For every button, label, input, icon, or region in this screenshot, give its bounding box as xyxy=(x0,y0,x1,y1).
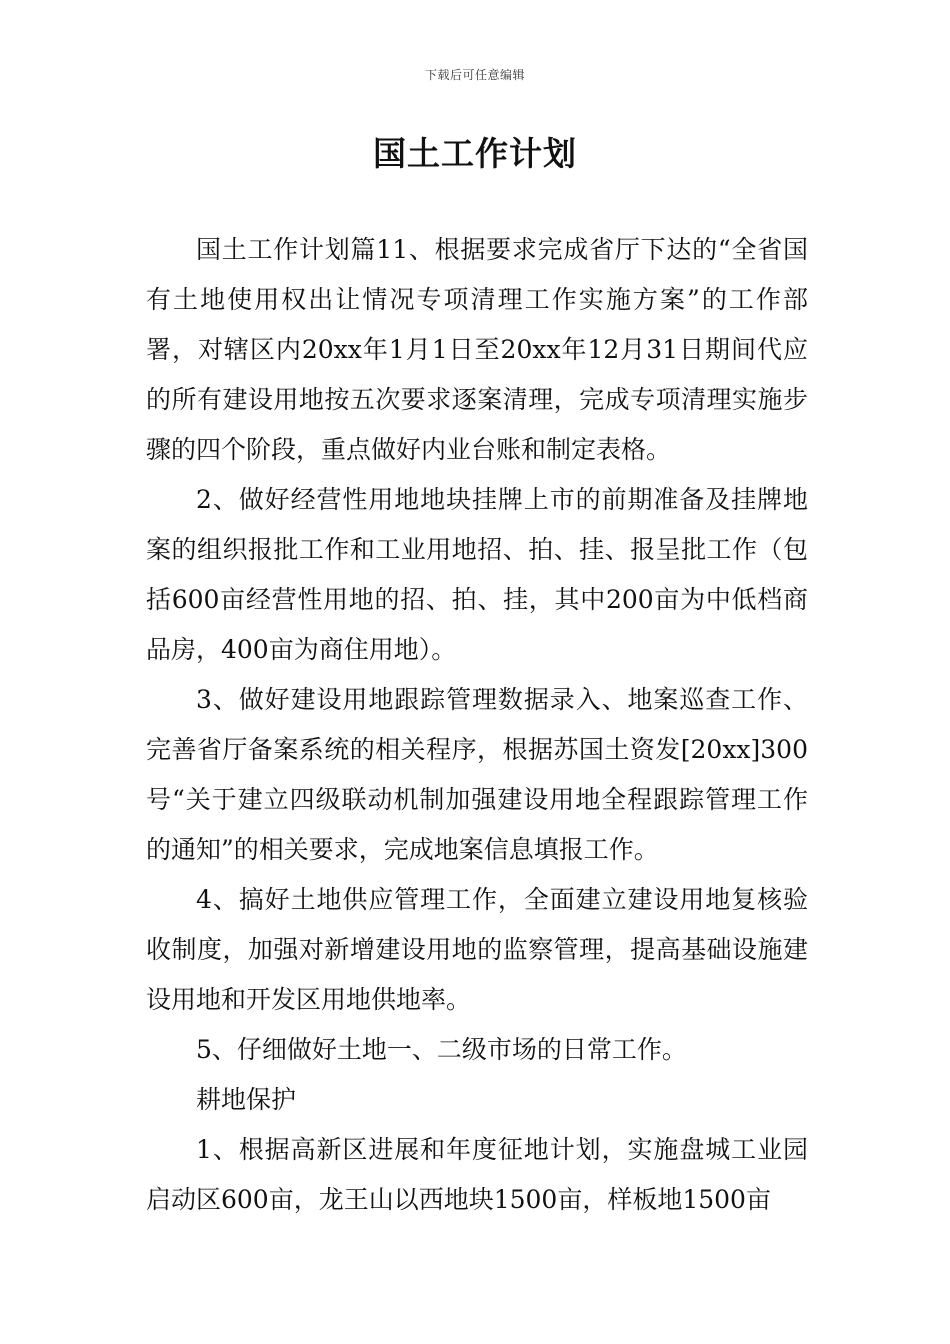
paragraph: 3、做好建设用地跟踪管理数据录入、地案巡查工作、完善省厅备案系统的相关程序，根据苏国土资发[20xx]300号“关于建立四级联动机制加强建设用地全程跟踪管理工作的通知”的相关要求，完成地案信息填报工作。 xyxy=(146,685,808,864)
section-heading: 耕地保护 xyxy=(196,1085,297,1114)
paragraph: 2、做好经营性用地地块挂牌上市的前期准备及挂牌地案的组织报批工作和工业用地招、拍、挂、报呈批工作（包括600亩经营性用地的招、拍、挂，其中200亩为中低档商品房，400亩为商住用地）。 xyxy=(146,485,808,664)
paragraph: 5、仔细做好土地一、二级市场的日常工作。 xyxy=(196,1035,687,1064)
paragraph: 国土工作计划篇11、根据要求完成省厅下达的“全省国有土地使用权出让情况专项清理工作实施方案”的工作部署，对辖区内20xx年1月1日至20xx年12月31日期间代应的所有建设用地按五次要求逐案清理，完成专项清理实施步骤的四个阶段，重点做好内业台账和制定表格。 xyxy=(146,235,808,464)
document-title: 国土工作计划 xyxy=(373,134,577,173)
document-body xyxy=(146,225,808,1225)
paragraph: 1、根据高新区进展和年度征地计划，实施盘城工业园启动区600亩，龙王山以西地块1500亩，样板地1500亩 xyxy=(146,1135,808,1214)
header-note: 下载后可任意编辑 xyxy=(424,68,525,82)
paragraph: 4、搞好土地供应管理工作，全面建立建设用地复核验收制度，加强对新增建设用地的监察管理，提高基础设施建设用地和开发区用地供地率。 xyxy=(146,885,808,1014)
